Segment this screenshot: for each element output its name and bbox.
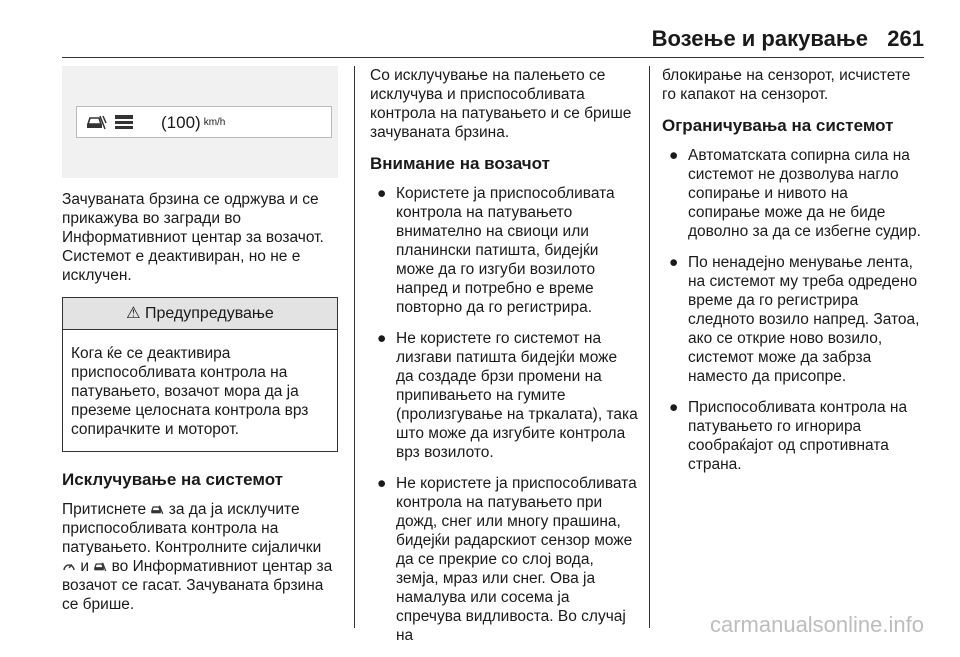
column-3 — [662, 66, 924, 486]
list-item — [370, 329, 638, 462]
text-part: Притиснете — [62, 501, 147, 518]
heading-switch-off: Исклучување на системот — [62, 470, 284, 489]
page-header-title: Возење и ракување — [651, 26, 868, 51]
list-item-text: Не користете ја приспособливата контрола на патувањето при дожд, снег или многу прашина, бидејќи радарскиот сензор може да се прекрие со слој вода, земја, мраз или снег. Ова ја намалува или сосема ја спречува видливоста. Во случај на — [396, 475, 637, 644]
list-item — [662, 146, 924, 241]
page-number: 261 — [887, 26, 924, 51]
list-item — [662, 253, 924, 386]
heading-driver-attention: Внимание на возачот — [370, 154, 550, 173]
bullet-icon: ● — [669, 254, 679, 271]
list-item-text: Приспособливата контрола на патувањето го игнорира сообраќајот од спротивната страна. — [688, 399, 908, 473]
warning-header — [63, 298, 337, 330]
text-part: во Информативниот центар за возачот се гасат. Зачуваната брзина се брише. — [62, 558, 333, 613]
warning-box — [62, 297, 338, 452]
attention-list — [370, 184, 638, 645]
column-divider-1 — [354, 66, 355, 628]
watermark: carmanualsonline.info — [709, 612, 924, 637]
list-item — [662, 398, 924, 474]
list-item-text: По ненадејно менување лента, на системот му треба одредено време да го регистрира следното возило напред. Затоа, ако се открие ново возило, системот може да забрза наместо да присопре. — [688, 254, 920, 385]
column-1 — [62, 66, 338, 626]
bullet-icon: ● — [377, 185, 387, 202]
warning-text: Кога ќе се деактивира приспособливата контрола на патувањето, возачот мора да ја преземе целосната контрола врз сопирачките и моторот. — [71, 345, 309, 438]
col2-intro: Со исклучување на палењето се исклучува и приспособливата контрола на патувањето и се брише зачуваната брзина. — [370, 67, 632, 141]
list-item-text: Не користете го системот на лизгави патишта бидејќи може да создаде брзи промени на припивањето на гумите (пролизгување на тркалата), така што може да изгубите контрола врз возилото. — [396, 330, 638, 461]
bullet-icon: ● — [377, 330, 387, 347]
speed-unit: km/h — [203, 116, 226, 128]
bullet-icon: ● — [669, 399, 679, 416]
list-item — [370, 184, 638, 317]
text-part: за да ја исклучите приспособливата контрола на патувањето. Контролните сијалички — [62, 501, 322, 556]
heading-system-limits: Ограничувања на системот — [662, 116, 894, 135]
list-item-text: Користете ја приспособливата контрола на патувањето внимателно на свиоци или планински патишта, бидејќи може да го изгуби возилото напред и потребно е време повторно да го регистрира. — [396, 185, 615, 316]
cruise-display-bar — [76, 106, 332, 138]
adaptive-cruise-icon — [93, 560, 107, 573]
column-divider-2 — [649, 66, 650, 628]
col1-intro: Зачуваната брзина се одржува и се прикажува во загради во Информативниот центар за возачот. Системот е деактивиран, но не е исклучен. — [62, 191, 324, 284]
col1-switch-off-text — [62, 500, 338, 614]
text-part: и — [80, 558, 89, 575]
stored-speed: (100) — [161, 112, 201, 132]
bullet-icon: ● — [669, 147, 679, 164]
cruise-display-figure — [62, 66, 338, 178]
warning-title: Предупредување — [144, 305, 274, 322]
adaptive-cruise-icon — [150, 503, 164, 516]
warning-icon: ⚠ — [126, 305, 141, 322]
list-item-text: Автоматската сопирна сила на системот не дозволува нагло сопирање и нивото на сопирање може да не биде доволно за да се избегне судир. — [688, 147, 921, 240]
list-item — [370, 474, 638, 645]
cruise-gauge-icon — [62, 560, 76, 573]
header-rule — [62, 57, 924, 58]
limits-list — [662, 146, 924, 474]
col3-intro: блокирање на сензорот, исчистете го капакот на сензорот. — [662, 67, 911, 103]
following-distance-icon — [113, 113, 135, 131]
adaptive-cruise-icon — [85, 113, 107, 131]
bullet-icon: ● — [377, 475, 387, 492]
column-2 — [370, 66, 638, 657]
